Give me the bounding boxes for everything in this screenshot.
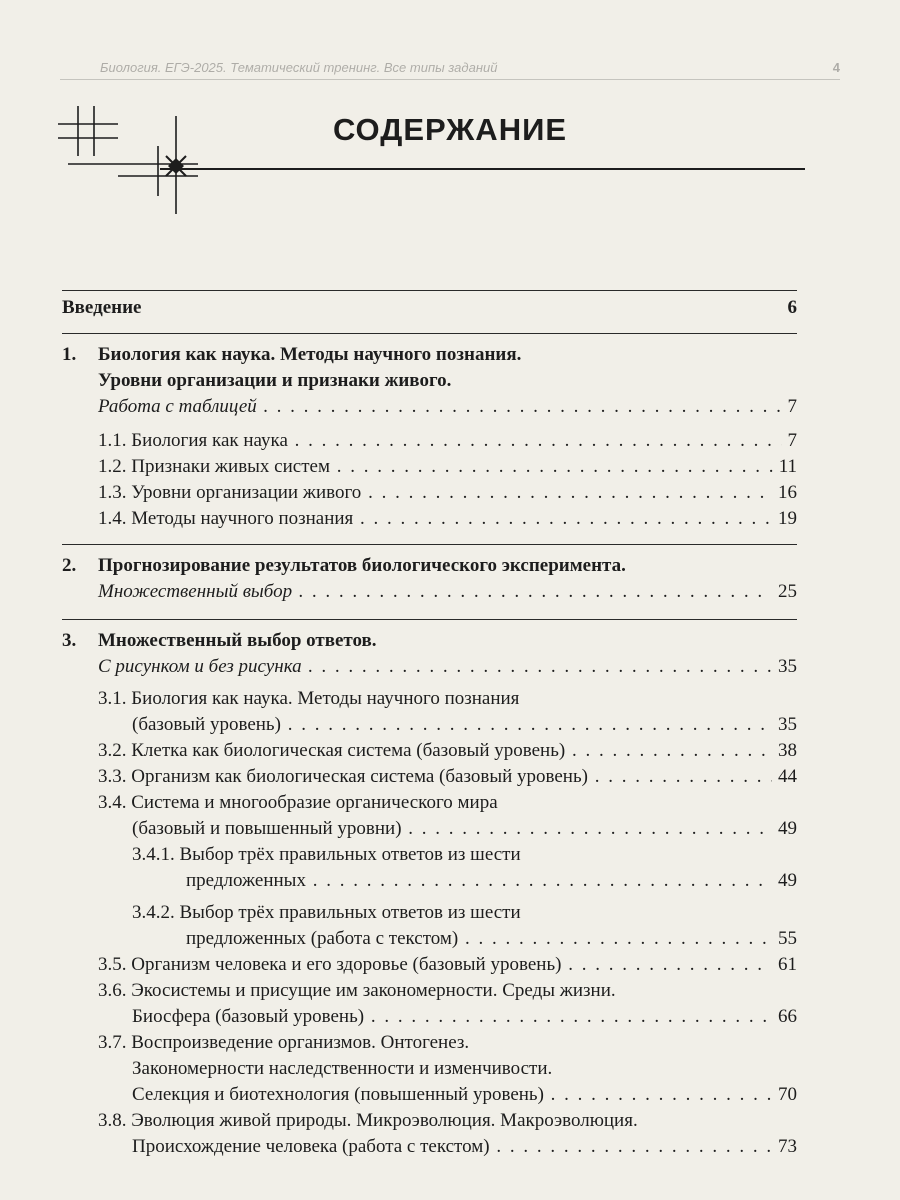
toc-item-3-3[interactable] (62, 764, 797, 790)
toc-label-cont: предложенных (работа с текстом) . . . (62, 926, 797, 952)
toc-item-3-7-cont[interactable] (62, 1056, 797, 1082)
section-subtitle: Работа с таблицей . . . (62, 394, 797, 420)
toc-item-3-4-2[interactable] (62, 900, 797, 926)
title-divider (160, 168, 805, 170)
toc-section-3-sub[interactable] (62, 654, 797, 680)
toc-item-3-4-cont[interactable] (62, 816, 797, 842)
toc-page: 49 (772, 868, 797, 894)
toc-page: 7 (782, 394, 798, 420)
section-title: Прогнозирование результатов биологического эксперимента. (98, 555, 626, 576)
toc-item-3-4[interactable] (62, 790, 797, 816)
toc-label: 3.6. Экосистемы и присущие им закономерности. Среды жизни. (98, 980, 616, 1001)
toc-section-1-title[interactable] (62, 342, 797, 368)
table-of-contents (62, 290, 797, 1160)
toc-label: 1.2. Признаки живых систем . . . (62, 454, 797, 480)
toc-item-3-7[interactable] (62, 1030, 797, 1056)
toc-page: 73 (772, 1134, 797, 1160)
toc-label: 3.8. Эволюция живой природы. Микроэволюция. Макроэволюция. (98, 1110, 638, 1131)
toc-section-2-sub[interactable] (62, 579, 797, 605)
toc-label: 3.4.2. Выбор трёх правильных ответов из шести (132, 902, 521, 923)
toc-item-3-2[interactable] (62, 738, 797, 764)
toc-page: 66 (772, 1004, 797, 1030)
toc-label: 3.1. Биология как наука. Методы научного познания (98, 688, 520, 709)
toc-label-cont: Закономерности наследственности и изменчивости. (132, 1058, 553, 1079)
section-title-cont: Уровни организации и признаки живого. (98, 370, 452, 391)
section-number: 3. (62, 630, 77, 651)
toc-item[interactable] (62, 506, 797, 532)
section-number: 1. (62, 344, 77, 365)
toc-label: 3.2. Клетка как биологическая система (базовый уровень) . . . (62, 738, 797, 764)
toc-label: 3.7. Воспроизведение организмов. Онтогенез. (98, 1032, 470, 1053)
toc-page: 55 (772, 926, 797, 952)
toc-label-cont: Происхождение человека (работа с текстом) . . . (62, 1134, 797, 1160)
toc-page: 6 (782, 295, 798, 321)
toc-page: 38 (772, 738, 797, 764)
toc-item[interactable] (62, 428, 797, 454)
toc-section-3-title[interactable] (62, 628, 797, 654)
toc-page: 61 (772, 952, 797, 978)
toc-page: 19 (772, 506, 797, 532)
toc-section-1-title-cont (62, 368, 797, 394)
toc-section-2-title[interactable] (62, 553, 797, 579)
toc-item-3-8-cont[interactable] (62, 1134, 797, 1160)
toc-item-3-6-cont[interactable] (62, 1004, 797, 1030)
page-title: СОДЕРЖАНИЕ (332, 112, 568, 147)
toc-label-cont: Биосфера (базовый уровень) . . . (62, 1004, 797, 1030)
toc-label-cont: (базовый и повышенный уровни) . . . (62, 816, 797, 842)
toc-label: 3.4. Система и многообразие органического мира (98, 792, 498, 813)
toc-item-intro[interactable] (62, 295, 797, 321)
toc-item-3-1[interactable] (62, 686, 797, 712)
section-subtitle: С рисунком и без рисунка . . . (62, 654, 797, 680)
toc-page: 35 (772, 654, 797, 680)
toc-item[interactable] (62, 454, 797, 480)
toc-section-1-sub[interactable] (62, 394, 797, 420)
toc-label-cont: (базовый уровень) . . . (62, 712, 797, 738)
toc-item[interactable] (62, 480, 797, 506)
toc-label: 3.3. Организм как биологическая система (базовый уровень) . . . (62, 764, 797, 790)
toc-item-3-6[interactable] (62, 978, 797, 1004)
section-title: Множественный выбор ответов. (98, 630, 377, 651)
toc-item-3-7-cont2[interactable] (62, 1082, 797, 1108)
toc-page: 35 (772, 712, 797, 738)
toc-label: 1.4. Методы научного познания . . . (62, 506, 797, 532)
toc-label: Введение (62, 297, 142, 318)
toc-page: 7 (782, 428, 798, 454)
toc-item-3-1-cont[interactable] (62, 712, 797, 738)
toc-item-3-4-1[interactable] (62, 842, 797, 868)
toc-page: 25 (772, 579, 797, 605)
toc-label: 3.4.1. Выбор трёх правильных ответов из шести (132, 844, 521, 865)
toc-item-3-5[interactable] (62, 952, 797, 978)
toc-label: 1.1. Биология как наука . . . (62, 428, 797, 454)
bleed-header-text: Биология. ЕГЭ-2025. Тематический тренинг. Все типы заданий (100, 60, 498, 75)
bleed-header-page: 4 (832, 60, 840, 75)
toc-item-3-4-1-cont[interactable] (62, 868, 797, 894)
toc-item-3-8[interactable] (62, 1108, 797, 1134)
toc-label: 1.3. Уровни организации живого . . . (62, 480, 797, 506)
toc-page: 70 (772, 1082, 797, 1108)
toc-label: 3.5. Организм человека и его здоровье (базовый уровень) . . . (62, 952, 797, 978)
section-subtitle: Множественный выбор . . . (62, 579, 797, 605)
toc-page: 49 (772, 816, 797, 842)
toc-label-cont: Селекция и биотехнология (повышенный уровень) . . . (62, 1082, 797, 1108)
toc-label-cont: предложенных . . . (62, 868, 797, 894)
bleed-through-header (60, 60, 840, 80)
toc-page: 16 (772, 480, 797, 506)
section-title: Биология как наука. Методы научного познания. (98, 344, 522, 365)
toc-item-3-4-2-cont[interactable] (62, 926, 797, 952)
toc-page: 11 (773, 454, 797, 480)
section-number: 2. (62, 555, 77, 576)
toc-page: 44 (772, 764, 797, 790)
